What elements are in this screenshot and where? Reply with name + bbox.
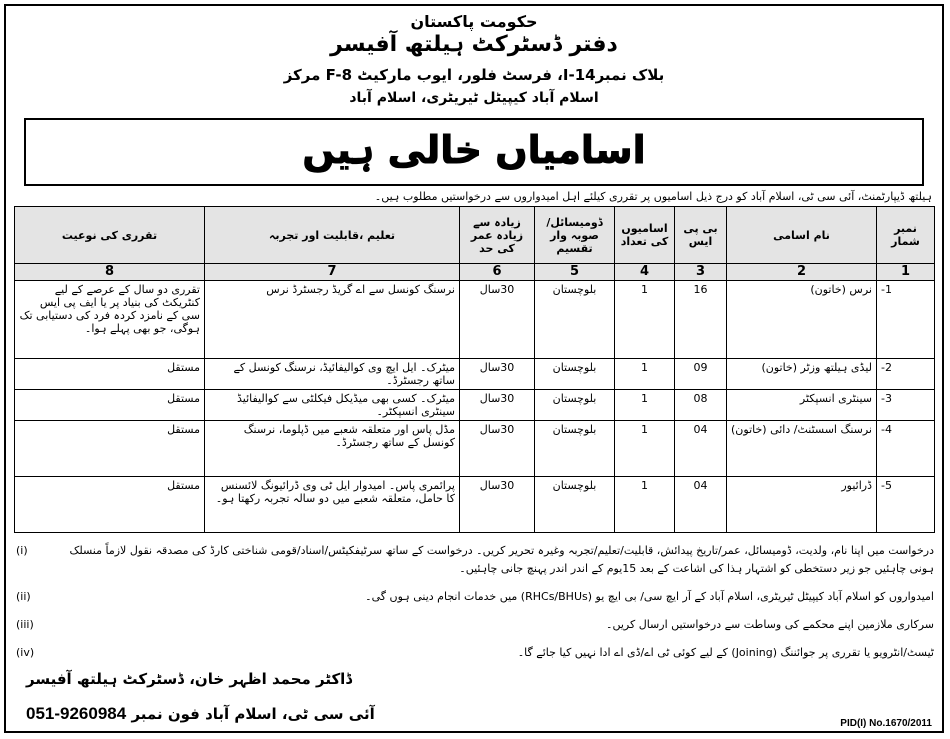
qualification-cell: نرسنگ کونسل سے اے گریڈ رجسٹرڈ نرس (205, 281, 460, 359)
col-header-post: نام اسامی (727, 207, 877, 264)
post-cell: لیڈی ہیلتھ وزٹر (خاتون) (727, 359, 877, 390)
phone-number: 051-9260984 (26, 704, 127, 723)
note-number: (iii) (16, 618, 34, 631)
age-cell: 30سال (460, 359, 535, 390)
vacancy-table (14, 206, 935, 533)
nature-cell: مستقل (15, 421, 205, 477)
address-line-1: بلاک نمبر14-I، فرسٹ فلور، ایوب مارکیٹ F-8 مرکز (283, 66, 665, 84)
column-number: 4 (615, 264, 675, 281)
pid-number: PID(I) No.1670/2011 (840, 718, 932, 729)
post-cell: سینٹری انسپکٹر (727, 390, 877, 421)
note-number: (i) (16, 544, 28, 557)
serial-cell: -5 (877, 477, 935, 533)
bps-cell: 04 (675, 477, 727, 533)
signatory-contact (26, 704, 375, 724)
column-number: 1 (877, 264, 935, 281)
table-row (15, 281, 935, 359)
domicile-cell: بلوچستان (535, 390, 615, 421)
note-number: (ii) (16, 590, 31, 603)
signatory-name: ڈاکٹر محمد اظہر خان، ڈسٹرکٹ ہیلتھ آفیسر (26, 670, 353, 688)
bps-cell: 16 (675, 281, 727, 359)
column-number: 2 (727, 264, 877, 281)
col-header-qualification: تعلیم ،قابلیت اور تجربہ (205, 207, 460, 264)
column-number: 7 (205, 264, 460, 281)
note-text: امیدواروں کو اسلام آباد کیپیٹل ٹیریٹری، اسلام آباد کے آر ایچ سی/ بی ایچ یو (RHCs/BHUs) میں خدمات انجام دینی ہوں گی۔ (365, 590, 934, 603)
nature-cell: مستقل (15, 390, 205, 421)
qualification-cell: میٹرک۔ کسی بھی میڈیکل فیکلٹی سے کوالیفائیڈ سینٹری انسپکٹر۔ (205, 390, 460, 421)
bps-cell: 09 (675, 359, 727, 390)
govt-heading: حکومت پاکستان (410, 12, 538, 31)
address-line-2: اسلام آباد کیپیٹل ٹیریٹری، اسلام آباد (349, 90, 599, 106)
domicile-cell: بلوچستان (535, 359, 615, 390)
nature-cell: مستقل (15, 477, 205, 533)
note-text: ٹیسٹ/انٹرویو یا تقرری پر جوائننگ (Joining) کے لیے کوئی ٹی اے/ڈی اے ادا نہیں کیا جائے گا۔ (517, 646, 934, 659)
column-number: 5 (535, 264, 615, 281)
serial-cell: -2 (877, 359, 935, 390)
note-text: سرکاری ملازمین اپنے محکمے کی وساطت سے درخواستیں ارسال کریں۔ (606, 618, 934, 631)
domicile-cell: بلوچستان (535, 421, 615, 477)
table-header-row (15, 207, 935, 264)
post-cell: نرسنگ اسسٹنٹ/ دائی (خاتون) (727, 421, 877, 477)
nature-cell: تقرری دو سال کے عرصے کے لیے کنٹریکٹ کی بنیاد پر یا ایف پی ایس سی کے نامزد کردہ فرد کی دستیابی تک ہوگی، جو بھی پہلے ہوا۔ (15, 281, 205, 359)
bps-cell: 08 (675, 390, 727, 421)
column-number: 6 (460, 264, 535, 281)
serial-cell: -4 (877, 421, 935, 477)
note-text: درخواست میں اپنا نام، ولدیت، ڈومیسائل، عمر/تاریخ پیدائش، قابلیت/تعلیم/تجربہ وغیرہ تحریر کریں۔ درخواست کے ساتھ سرٹیفکیٹس/اسناد/قومی شناختی کارڈ کی مصدقہ نقول لازماً منسلک ہونی چاہئیں جو زیر دستخطی کو اشتہار ہذا کی اشاعت کے بعد 15یوم کے اندر اندر پہنچ جانی چاہئیں۔ (69, 544, 934, 575)
count-cell: 1 (615, 390, 675, 421)
count-cell: 1 (615, 421, 675, 477)
note-item (16, 644, 934, 662)
col-header-nature: تقرری کی نوعیت (15, 207, 205, 264)
table-row (15, 359, 935, 390)
nature-cell: مستقل (15, 359, 205, 390)
signatory-location: آئی سی ٹی، اسلام آباد فون نمبر (131, 705, 375, 723)
count-cell: 1 (615, 281, 675, 359)
age-cell: 30سال (460, 281, 535, 359)
age-cell: 30سال (460, 421, 535, 477)
table-row (15, 390, 935, 421)
serial-cell: -3 (877, 390, 935, 421)
col-header-age: زیادہ سے زیادہ عمر کی حد (460, 207, 535, 264)
age-cell: 30سال (460, 390, 535, 421)
table-row (15, 477, 935, 533)
column-number-row (15, 264, 935, 281)
intro-text: ہیلتھ ڈیپارٹمنٹ، آئی سی ٹی، اسلام آباد کو درج ذیل اسامیوں پر تقرری کیلئے اہل امیدواروں سے درخواستیں مطلوب ہیں۔ (374, 190, 932, 203)
bps-cell: 04 (675, 421, 727, 477)
banner-text: اسامیاں خالی ہیں (302, 128, 646, 172)
note-item (16, 588, 934, 606)
qualification-cell: مڈل پاس اور متعلقہ شعبے میں ڈپلوما، نرسنگ کونسل کے ساتھ رجسٹرڈ۔ (205, 421, 460, 477)
domicile-cell: بلوچستان (535, 477, 615, 533)
count-cell: 1 (615, 359, 675, 390)
age-cell: 30سال (460, 477, 535, 533)
count-cell: 1 (615, 477, 675, 533)
note-item (16, 542, 934, 578)
note-item (16, 616, 934, 634)
col-header-bps: بی پی ایس (675, 207, 727, 264)
serial-cell: -1 (877, 281, 935, 359)
table-row (15, 421, 935, 477)
office-heading: دفتر ڈسٹرکٹ ہیلتھ آفیسر (330, 32, 618, 57)
column-number: 3 (675, 264, 727, 281)
col-header-domicile: ڈومیسائل/ صوبہ وار تقسیم (535, 207, 615, 264)
col-header-serial: نمبر شمار (877, 207, 935, 264)
column-number: 8 (15, 264, 205, 281)
domicile-cell: بلوچستان (535, 281, 615, 359)
vacancies-banner (24, 118, 924, 186)
qualification-cell: میٹرک۔ ایل ایچ وی کوالیفائیڈ، نرسنگ کونسل کے ساتھ رجسٹرڈ۔ (205, 359, 460, 390)
advertisement-frame (4, 4, 944, 733)
qualification-cell: پرائمری پاس۔ امیدوار ایل ٹی وی ڈرائیونگ لائسنس کا حامل، متعلقہ شعبے میں دو سالہ تجربہ رکھتا ہو۔ (205, 477, 460, 533)
notes-list (16, 542, 934, 672)
post-cell: ڈرائیور (727, 477, 877, 533)
col-header-count: اسامیوں کی تعداد (615, 207, 675, 264)
post-cell: نرس (خاتون) (727, 281, 877, 359)
note-number: (iv) (16, 646, 35, 659)
